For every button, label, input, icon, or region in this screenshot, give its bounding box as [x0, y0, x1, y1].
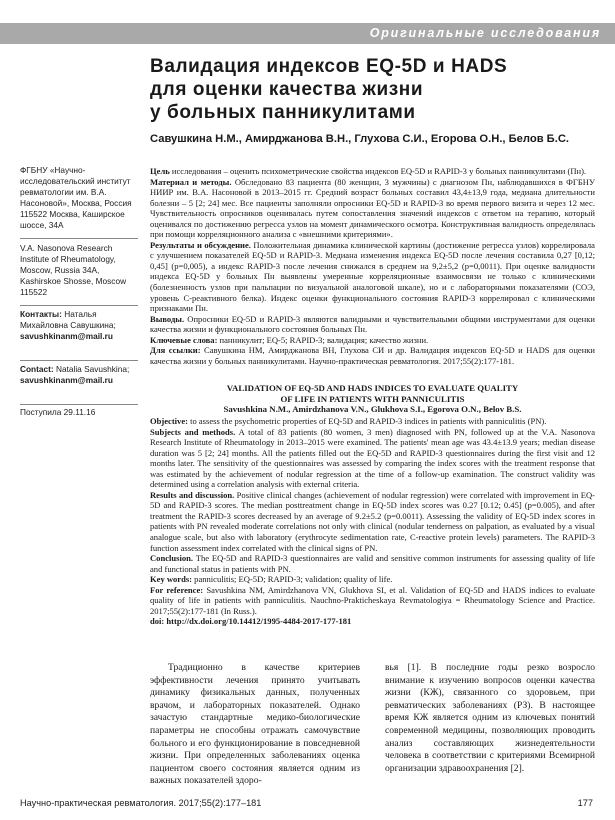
label: Subjects and methods. — [150, 426, 236, 437]
contact-en — [20, 364, 138, 386]
abstract-en-results — [150, 490, 595, 553]
label: Цель — [150, 166, 170, 176]
article-title — [150, 55, 590, 124]
label: Результаты и обсуждение. — [150, 239, 251, 250]
label: Для ссылки: — [150, 345, 201, 356]
sidebar-divider — [20, 305, 138, 306]
article-title-line: для оценки качества жизни — [150, 79, 424, 100]
abstract-en-reference — [150, 585, 595, 617]
authors-ru: Савушкина Н.М., Амирджанова В.Н., Глухова С.И., Егорова О.Н., Белов Б.С. — [150, 133, 570, 145]
label: Results and discussion. — [150, 489, 235, 500]
label: Key words: — [150, 574, 193, 585]
abstract-ru-cite — [150, 345, 595, 366]
affiliation-en: V.A. Nasonova Research Institute of Rheumatology, Moscow, Russia 34A, Kashirskoe Shosse, Moscow 115522 — [20, 243, 127, 297]
journal-footer: Научно-практическая ревматология. 2017;55(2):177–181 — [20, 798, 262, 808]
text: панникулит; EQ-5; RAPID-3; валидация; качество жизни. — [217, 334, 429, 345]
text: panniculitis; EQ-5D; RAPID-3; validation; quality of life. — [192, 574, 393, 585]
page-number: 177 — [577, 798, 593, 808]
text: Положительная динамика клинической картины (достижение регресса узлов) коррелировала с улучшением показателей EQ-5D и RAPID-3. Медиана изменения индекса EQ-5D после лечения составила 0,27 [0,12; 0,45] (p=0,005), а индекс RAPID-3 после лечения снижался в среднем на 9,2±5,2 (p=0,0011). При оценке валидности индекса EQ-5D у больных Пн выявлены умеренные корреляционные взаимосвязи не только с клиническими (болезненность узлов при пальпации по визуальной аналоговой шкале), но и с лабораторными показателями (СОЭ, уровень С-реактивного белка). Индекс оценки функционального состояния RAPID-3 коррелировал с клиническими признаками Пн. — [150, 239, 595, 314]
label: Conclusion. — [150, 553, 193, 564]
contact-ru-email[interactable]: savushkinanm@mail.ru — [20, 330, 113, 341]
label: Ключевые слова: — [150, 334, 218, 345]
abstract-ru-results — [150, 240, 595, 314]
doi-link[interactable]: doi: http://dx.doi.org/10.14412/1995-4484-2017-177-181 — [150, 616, 352, 627]
contact-ru — [20, 309, 138, 342]
affiliation-ru: ФГБНУ «Научно-исследовательский институт ревматологии им. В.А. Насоновой», Москва, Россия 115522 Москва, Каширское шоссе, 34А — [20, 165, 132, 230]
english-title-line: OF LIFE IN PATIENTS WITH PANNICULITIS — [280, 393, 465, 404]
text: A total of 83 patients (80 women, 3 men) diagnosed with PN, followed up at the V.A. Nasonova Research Institute of Rheumatology in 2013–2015 were examined. The patients' mean age was 43.4±13.9 years; median disease duration was 5 [2; 24] months. All the patients filled out the EQ-5D and RAPID-3 questionnaires during the first visit and 12 months later. The sensitivity of the questionnaires was assessed by comparing the index scores with the treatment response that was estimated by the achievement of nodular regression at the time of a follow-up examination. The construct validity was determined using a correlation analysis with external criteria. — [150, 426, 595, 490]
abstract-en-objective — [150, 416, 595, 427]
body-column-right: вья [1]. В последние годы резко возросло внимание к изучению вопросов оценки качества жизни (КЖ), связанного со здоровьем, при ревматических заболеваниях (РЗ). В настоящее время КЖ является одним из ключевых понятий современной медицины, позволяющих проводить анализ составляющих жизнедеятельности человека в соответствии с критериями Всемирной организации здравоохранения [2]. — [385, 662, 595, 774]
label: Objective: — [150, 416, 188, 426]
english-title-line: VALIDATION OF EQ-5D AND HADS INDICES TO EVALUATE QUALITY — [226, 383, 519, 393]
abstract-en-keywords — [150, 574, 595, 585]
abstract-ru-conclusion — [150, 314, 595, 335]
sidebar-divider — [20, 360, 138, 361]
abstract-ru-methods — [150, 177, 595, 240]
contact-en-name: Natalia Savushkina; — [55, 364, 130, 374]
english-heading — [150, 383, 595, 415]
contact-en-email[interactable]: savushkinanm@mail.ru — [20, 374, 113, 385]
label: For reference: — [150, 584, 204, 595]
text: Positive clinical changes (achievement of nodular regression) were correlated with improvement in EQ-5D and RAPID-3 scores. The median posttreatment change in EQ-5D index scores was 0.27 [0.12; 0.45] (p=0.005), and after treatment the RAPID-3 scores decreased by an average of 9.2±5.2 (p=0.0011). Assessing the validity of EQ-5D index scores in patients with PN revealed moderate correlations not only with clinical (nodular tenderness on palpation, as evaluated by a visual analogue scale, but also with laboratory (erythrocyte sedimentation rate, C-reactive protein levels) parameters. The RAPID-3 function assessment index correlated with the clinical signs of PN. — [150, 489, 596, 553]
label: Материал и методы. — [150, 176, 232, 187]
contact-ru-name: Наталья Михайловна Савушкина; — [20, 309, 116, 330]
text: Savushkina NM, Amirdzhanova VN, Glukhova SI, et al. Validation of EQ-5D and HADS indices to evaluate quality of life in patients with panniculitis. Nauchno-Prakticheskaya Revmatologiya = Rheumatology Science and Practice. 2017;55(2):177-181 (In Russ.). — [150, 584, 595, 616]
received-date: Поступила 29.11.16 — [20, 407, 96, 417]
contact-ru-label: Контакты: — [20, 309, 62, 319]
article-title-line: Валидация индексов EQ-5D и HADS — [150, 56, 508, 77]
section-banner — [0, 23, 615, 44]
text: Савушкина НМ, Амирджанова ВН, Глухова СИ и др. Валидация индексов EQ-5D и HADS для оценки качества жизни у больных панникулитами. Научно-практическая ревматология. 2017;55(2):177-181. — [150, 345, 595, 366]
text: to assess the psychometric properties of EQ-5D and RAPID-3 indices in patients with panniculitis (PN). — [187, 416, 547, 426]
body-column-left: Традиционно в качестве критериев эффективности лечения принято учитывать динамику физикальных данных, полученных врачом, и лабораторных показателей. Однако зачастую стандартные медико-биологические параметры не способны отражать самочувствие больного и его функционирование в повседневной жизни. При определенных заболеваниях оценка пациентом своего состояния является одним из важных показателей здоро- — [150, 662, 360, 787]
sidebar-divider — [20, 238, 138, 239]
abstract-en-methods — [150, 427, 595, 490]
abstract-ru-aim — [150, 166, 595, 177]
text: Обследовано 83 пациента (80 женщин, 3 мужчины) с диагнозом Пн, наблюдавшихся в ФГБНУ НИИР им. В.А. Насоновой в 2013–2015 гг. Средний возраст больных составил 43,4±13,9 года, медиана длительности болезни – 5 [2; 24] мес. Все пациенты заполняли опросники EQ-5D и RAPID-3 во время первого визита и через 12 мес. Чувствительность опросников оценивалась путем сопоставления значений индексов с ответом на терапию, который оценивался по достижению регресса узлов на момент динамического осмотра. Конструктивная валидность определялась при помощи корреляционного анализа с «внешними критериями». — [150, 176, 596, 240]
section-banner-label: Оригинальные исследования — [369, 26, 601, 40]
english-authors: Savushkina N.M., Amirdzhanova V.N., Glukhova S.I., Egorova O.N., Belov B.S. — [223, 404, 522, 415]
text: исследования – оценить психометрические свойства индексов EQ-5D и RAPID-3 у больных панникулитами (Пн). — [169, 166, 587, 176]
abstract-ru-keywords — [150, 335, 595, 346]
text: Опросники EQ-5D и RAPID-3 являются валидными и чувствительными общими инструментами для оценки качества жизни и функционального состояния больных Пн. — [150, 313, 595, 335]
text: The EQ-5D and RAPID-3 questionnaires are valid and sensitive common instruments for assessing quality of life and functional status in patients with PN. — [150, 553, 595, 574]
label: Выводы. — [150, 313, 185, 324]
abstract-en-conclusion — [150, 553, 595, 574]
contact-en-label: Contact: — [20, 364, 54, 374]
sidebar-divider — [20, 404, 138, 405]
article-title-line: у больных панникулитами — [150, 102, 416, 123]
abstract-en — [150, 416, 595, 627]
abstract-ru — [150, 166, 595, 366]
